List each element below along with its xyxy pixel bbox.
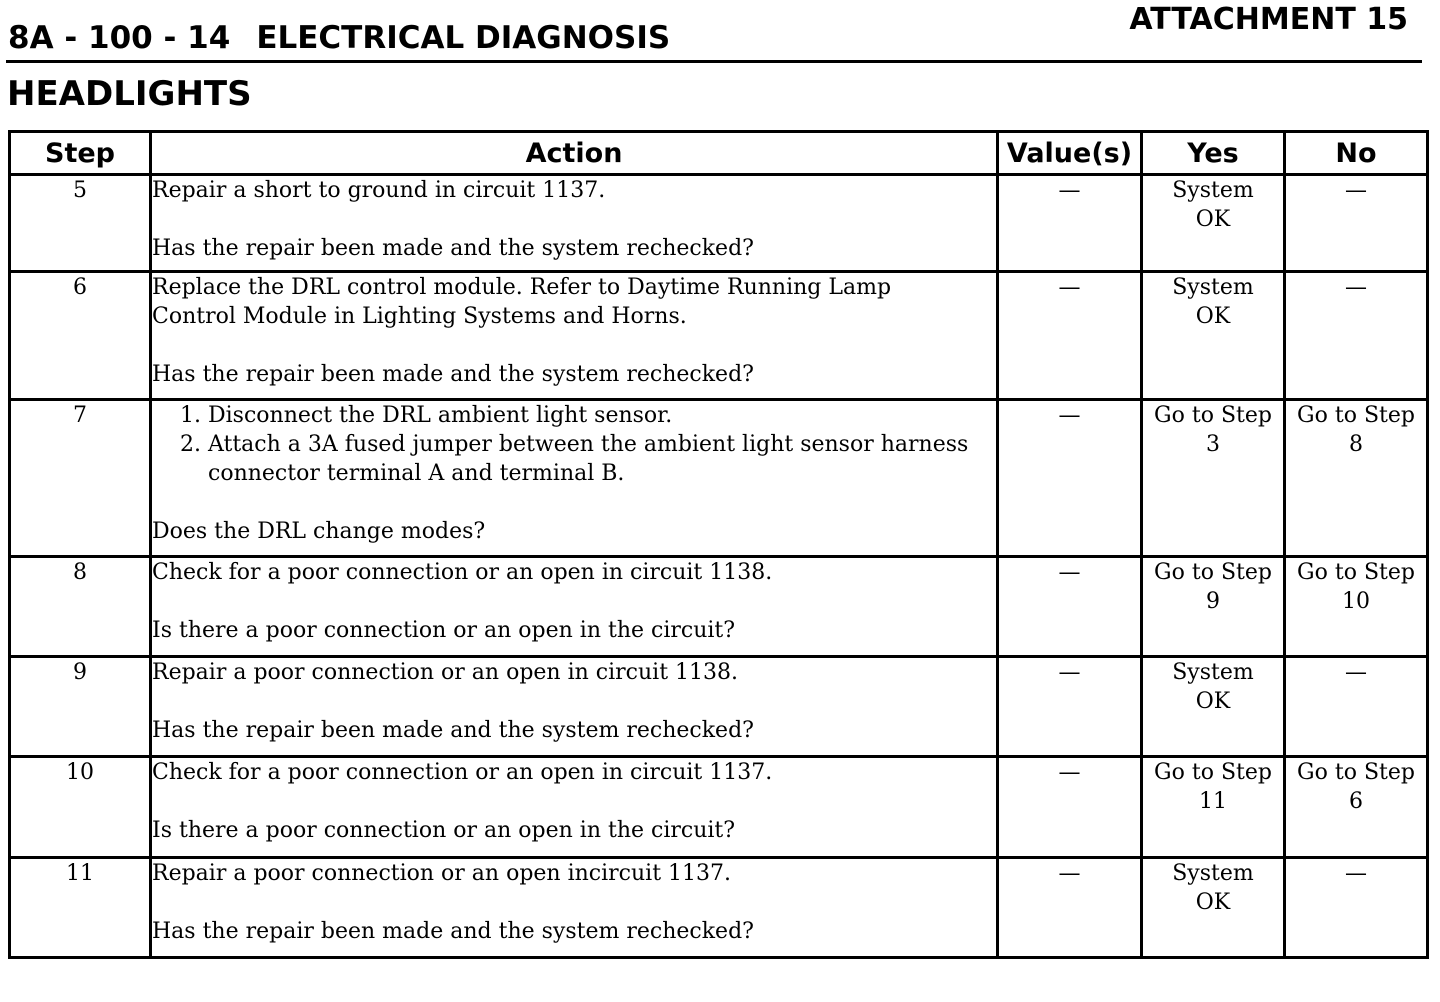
yes-outcome-text: Go to Step xyxy=(1154,760,1272,785)
action-cell xyxy=(151,757,998,858)
table-body xyxy=(10,175,1428,958)
section-title: HEADLIGHTS xyxy=(7,74,252,114)
table-row xyxy=(10,557,1428,657)
action-cell xyxy=(151,272,998,400)
yes-outcome-text: OK xyxy=(1195,207,1231,232)
yes-outcome-text: System xyxy=(1172,660,1254,685)
table-row xyxy=(10,757,1428,858)
action-text: Repair a short to ground in circuit 1137. xyxy=(152,178,606,203)
action-text: Repair a poor connection or an open incircuit 1137. xyxy=(152,861,732,886)
no-cell xyxy=(1285,757,1428,858)
no-cell xyxy=(1285,557,1428,657)
yes-cell xyxy=(1142,657,1285,757)
no-outcome-text: — xyxy=(1345,861,1367,886)
no-outcome-text: 8 xyxy=(1349,432,1363,457)
no-outcome-text: — xyxy=(1345,178,1367,203)
no-cell xyxy=(1285,858,1428,958)
action-text: Replace the DRL control module. Refer to Daytime Running Lamp xyxy=(152,275,892,300)
step-number: 5 xyxy=(10,175,151,272)
action-cell xyxy=(151,858,998,958)
action-question: Has the repair been made and the system rechecked? xyxy=(152,362,754,387)
table-row xyxy=(10,400,1428,557)
action-step-item: 1. Disconnect the DRL ambient light sensor. xyxy=(208,401,996,430)
yes-cell xyxy=(1142,175,1285,272)
yes-outcome-text: OK xyxy=(1195,890,1231,915)
table-row xyxy=(10,272,1428,400)
action-question: Has the repair been made and the system rechecked? xyxy=(152,718,754,743)
no-outcome-text: Go to Step xyxy=(1297,560,1415,585)
table-row xyxy=(10,657,1428,757)
action-text: Control Module in Lighting Systems and Horns. xyxy=(152,304,687,329)
no-outcome-text: Go to Step xyxy=(1297,403,1415,428)
no-outcome-text: Go to Step xyxy=(1297,760,1415,785)
step-number: 6 xyxy=(10,272,151,400)
yes-outcome-text: System xyxy=(1172,275,1254,300)
value-cell: — xyxy=(998,657,1142,757)
column-header-yes: Yes xyxy=(1142,132,1285,175)
page-header xyxy=(8,20,670,56)
yes-cell xyxy=(1142,557,1285,657)
action-text: Check for a poor connection or an open in circuit 1138. xyxy=(152,560,773,585)
action-question: Is there a poor connection or an open in the circuit? xyxy=(152,818,736,843)
no-outcome-text: — xyxy=(1345,660,1367,685)
manual-section-title: ELECTRICAL DIAGNOSIS xyxy=(256,20,671,56)
yes-cell xyxy=(1142,272,1285,400)
no-cell xyxy=(1285,400,1428,557)
step-number: 11 xyxy=(10,858,151,958)
no-outcome-text: 10 xyxy=(1342,589,1370,614)
yes-outcome-text: Go to Step xyxy=(1154,560,1272,585)
action-text: Check for a poor connection or an open in circuit 1137. xyxy=(152,760,773,785)
column-header-step: Step xyxy=(10,132,151,175)
action-cell xyxy=(151,657,998,757)
yes-outcome-text: 11 xyxy=(1199,789,1227,814)
yes-outcome-text: OK xyxy=(1195,304,1231,329)
yes-outcome-text: 3 xyxy=(1206,432,1220,457)
yes-cell xyxy=(1142,757,1285,858)
table-header-row xyxy=(10,132,1428,175)
action-steps-list xyxy=(152,401,996,488)
step-number: 8 xyxy=(10,557,151,657)
yes-outcome-text: 9 xyxy=(1206,589,1220,614)
step-number: 10 xyxy=(10,757,151,858)
yes-outcome-text: OK xyxy=(1195,689,1231,714)
no-outcome-text: 6 xyxy=(1349,789,1363,814)
header-divider xyxy=(6,60,1422,63)
yes-cell xyxy=(1142,400,1285,557)
column-header-values: Value(s) xyxy=(998,132,1142,175)
action-cell xyxy=(151,400,998,557)
diagnosis-table xyxy=(8,130,1429,959)
no-cell xyxy=(1285,272,1428,400)
column-header-action: Action xyxy=(151,132,998,175)
no-cell xyxy=(1285,175,1428,272)
action-question: Is there a poor connection or an open in the circuit? xyxy=(152,618,736,643)
action-cell xyxy=(151,557,998,657)
value-cell: — xyxy=(998,175,1142,272)
value-cell: — xyxy=(998,858,1142,958)
action-cell xyxy=(151,175,998,272)
column-header-no: No xyxy=(1285,132,1428,175)
no-cell xyxy=(1285,657,1428,757)
yes-outcome-text: System xyxy=(1172,861,1254,886)
manual-section-code: 8A - 100 - 14 xyxy=(8,20,231,56)
table-row xyxy=(10,858,1428,958)
action-step-item: 2. Attach a 3A fused jumper between the ambient light sensor harness connector terminal A and terminal B. xyxy=(208,430,996,488)
yes-cell xyxy=(1142,858,1285,958)
step-number: 9 xyxy=(10,657,151,757)
yes-outcome-text: System xyxy=(1172,178,1254,203)
value-cell: — xyxy=(998,272,1142,400)
step-number: 7 xyxy=(10,400,151,557)
action-question: Has the repair been made and the system rechecked? xyxy=(152,919,754,944)
value-cell: — xyxy=(998,757,1142,858)
value-cell: — xyxy=(998,557,1142,657)
attachment-label: ATTACHMENT 15 xyxy=(1129,2,1408,37)
action-text: Repair a poor connection or an open in circuit 1138. xyxy=(152,660,739,685)
table-row xyxy=(10,175,1428,272)
value-cell: — xyxy=(998,400,1142,557)
action-question: Has the repair been made and the system rechecked? xyxy=(152,236,754,261)
action-question: Does the DRL change modes? xyxy=(152,519,486,544)
no-outcome-text: — xyxy=(1345,275,1367,300)
yes-outcome-text: Go to Step xyxy=(1154,403,1272,428)
